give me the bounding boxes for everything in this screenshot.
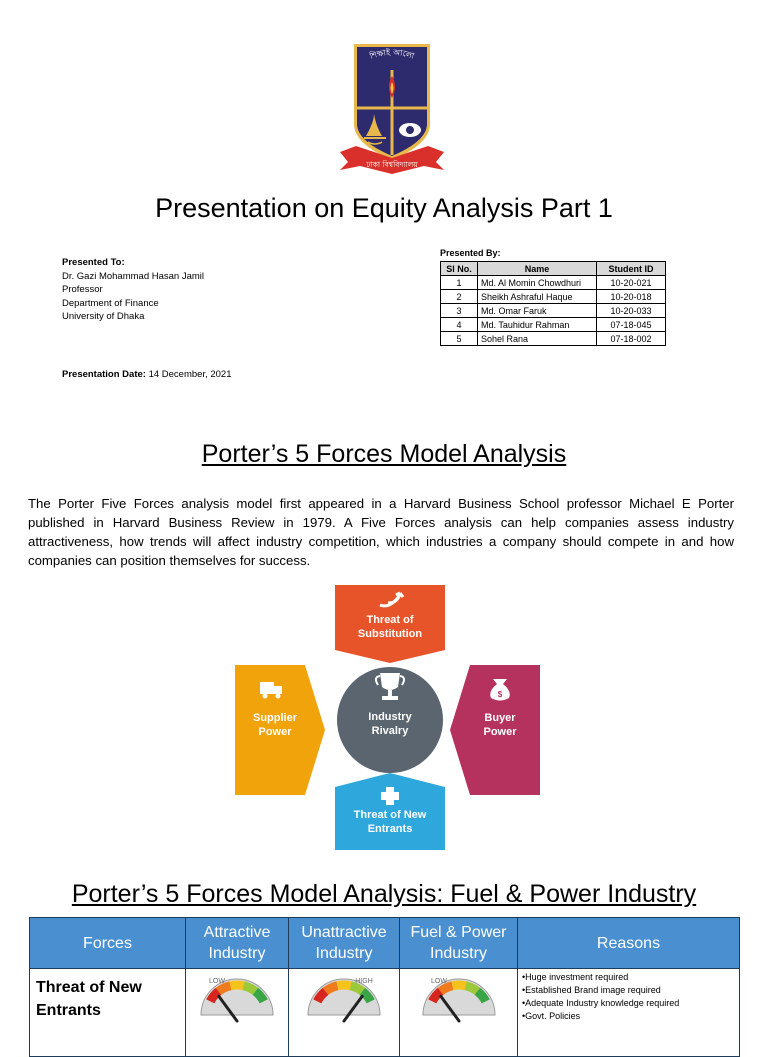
students-table bbox=[440, 261, 666, 346]
bottom-label-2: Entrants bbox=[367, 823, 413, 835]
id-cell: 07-18-045 bbox=[597, 318, 666, 332]
presenter-department: Department of Finance bbox=[62, 297, 159, 309]
svg-text:$: $ bbox=[497, 690, 503, 699]
university-logo bbox=[336, 40, 448, 176]
threat-of-new-entrants-block bbox=[335, 773, 445, 850]
gauge-band bbox=[465, 986, 477, 992]
name-cell: Md. Al Momin Chowdhuri bbox=[478, 276, 597, 290]
col-header-industry: Fuel & Power Industry bbox=[400, 918, 518, 969]
center-label-1: Industry bbox=[368, 711, 412, 723]
col-header-unattractive: Unattractive Industry bbox=[289, 918, 400, 969]
sl-cell: 2 bbox=[441, 290, 478, 304]
col-header-id: Student ID bbox=[597, 262, 666, 276]
id-cell: 07-18-002 bbox=[597, 332, 666, 346]
force-name-cell: Threat of New Entrants bbox=[30, 969, 186, 1057]
industry-rivalry-block bbox=[337, 667, 443, 773]
presentation-date bbox=[62, 369, 232, 380]
col-header-attractive: Attractive Industry bbox=[186, 918, 289, 969]
reason-item: •Huge investment required bbox=[522, 972, 629, 982]
table-row bbox=[441, 276, 666, 290]
logo-banner-text: ঢাকা বিশ্ববিদ্যালয় bbox=[366, 160, 418, 169]
five-forces-diagram bbox=[230, 585, 542, 850]
supplier-power-block bbox=[235, 665, 325, 795]
presented-by-label: Presented By: bbox=[440, 248, 501, 258]
page-title: Presentation on Equity Analysis Part 1 bbox=[155, 193, 613, 223]
table-row bbox=[30, 969, 740, 1057]
gauge-band bbox=[351, 986, 363, 992]
name-cell: Sheikh Ashraful Haque bbox=[478, 290, 597, 304]
table-row bbox=[441, 304, 666, 318]
gauge-label: HIGH bbox=[355, 978, 373, 985]
presented-to-label: Presented To: bbox=[62, 257, 125, 268]
reasons-cell bbox=[518, 969, 740, 1057]
bottom-label-1: Threat of New bbox=[353, 809, 427, 821]
col-header-sl: Sl No. bbox=[441, 262, 478, 276]
gauge-band bbox=[440, 986, 452, 992]
presentation-date-value: 14 December, 2021 bbox=[148, 369, 232, 380]
top-label-1: Threat of bbox=[366, 614, 414, 626]
id-cell: 10-20-033 bbox=[597, 304, 666, 318]
presentation-date-label: Presentation Date: bbox=[62, 369, 146, 380]
presenter-name: Dr. Gazi Mohammad Hasan Jamil bbox=[62, 270, 205, 282]
col-header-reasons: Reasons bbox=[518, 918, 740, 969]
gauge-band bbox=[326, 986, 338, 992]
center-label-2: Rivalry bbox=[371, 725, 409, 737]
name-cell: Md. Omar Faruk bbox=[478, 304, 597, 318]
reason-item: •Adequate Industry knowledge required bbox=[522, 998, 680, 1008]
industry-gauge-cell bbox=[400, 969, 518, 1057]
gauge-meter-icon bbox=[304, 969, 384, 1023]
sl-cell: 5 bbox=[441, 332, 478, 346]
right-label-2: Power bbox=[483, 726, 517, 738]
col-header-name: Name bbox=[478, 262, 597, 276]
table-row bbox=[441, 318, 666, 332]
left-label-1: Supplier bbox=[252, 712, 298, 724]
id-cell: 10-20-018 bbox=[597, 290, 666, 304]
right-label-1: Buyer bbox=[484, 712, 516, 724]
top-label-2: Substitution bbox=[357, 628, 423, 640]
id-cell: 10-20-021 bbox=[597, 276, 666, 290]
gauge-label: LOW bbox=[209, 978, 225, 985]
gauge-label: LOW bbox=[430, 978, 447, 985]
gauge-band bbox=[219, 986, 231, 992]
name-cell: Sohel Rana bbox=[478, 332, 597, 346]
section-heading-fuel-power: Porter’s 5 Forces Model Analysis: Fuel & Power Industry bbox=[71, 880, 697, 908]
porters-intro-paragraph: The Porter Five Forces analysis model first appeared in a Harvard Business School professor Michael E Porter published in Harvard Business Review in 1979. A Five Forces analysis can help companies assess industry attractiveness, how trends will affect industry competition, which industries a company should compete in and how companies can position themselves for success. bbox=[28, 496, 734, 568]
gauge-band bbox=[452, 985, 465, 986]
gauge-band bbox=[230, 985, 243, 986]
gauge-meter-icon bbox=[197, 969, 277, 1023]
reason-item: •Govt. Policies bbox=[522, 1011, 581, 1021]
presenter-position: Professor bbox=[62, 284, 103, 295]
left-label-2: Power bbox=[258, 726, 292, 738]
sl-cell: 1 bbox=[441, 276, 478, 290]
name-cell: Md. Tauhidur Rahman bbox=[478, 318, 597, 332]
attractive-gauge-cell bbox=[186, 969, 289, 1057]
presenter-university: University of Dhaka bbox=[62, 311, 145, 322]
gauge-meter-icon bbox=[419, 969, 499, 1023]
buyer-power-block bbox=[450, 665, 540, 795]
table-row bbox=[441, 290, 666, 304]
logo-motto: শিক্ষাই আলো bbox=[368, 47, 416, 61]
col-header-forces: Forces bbox=[30, 918, 186, 969]
gauge-band bbox=[337, 985, 350, 986]
sl-cell: 3 bbox=[441, 304, 478, 318]
section-heading-porters: Porter’s 5 Forces Model Analysis bbox=[201, 440, 567, 468]
threat-of-substitution-block bbox=[335, 585, 445, 663]
gauge-band bbox=[244, 986, 256, 992]
presented-to-block bbox=[62, 256, 204, 324]
table-row bbox=[441, 332, 666, 346]
forces-table bbox=[29, 917, 740, 1057]
reason-item: •Established Brand image required bbox=[522, 985, 661, 995]
unattractive-gauge-cell bbox=[289, 969, 400, 1057]
sl-cell: 4 bbox=[441, 318, 478, 332]
